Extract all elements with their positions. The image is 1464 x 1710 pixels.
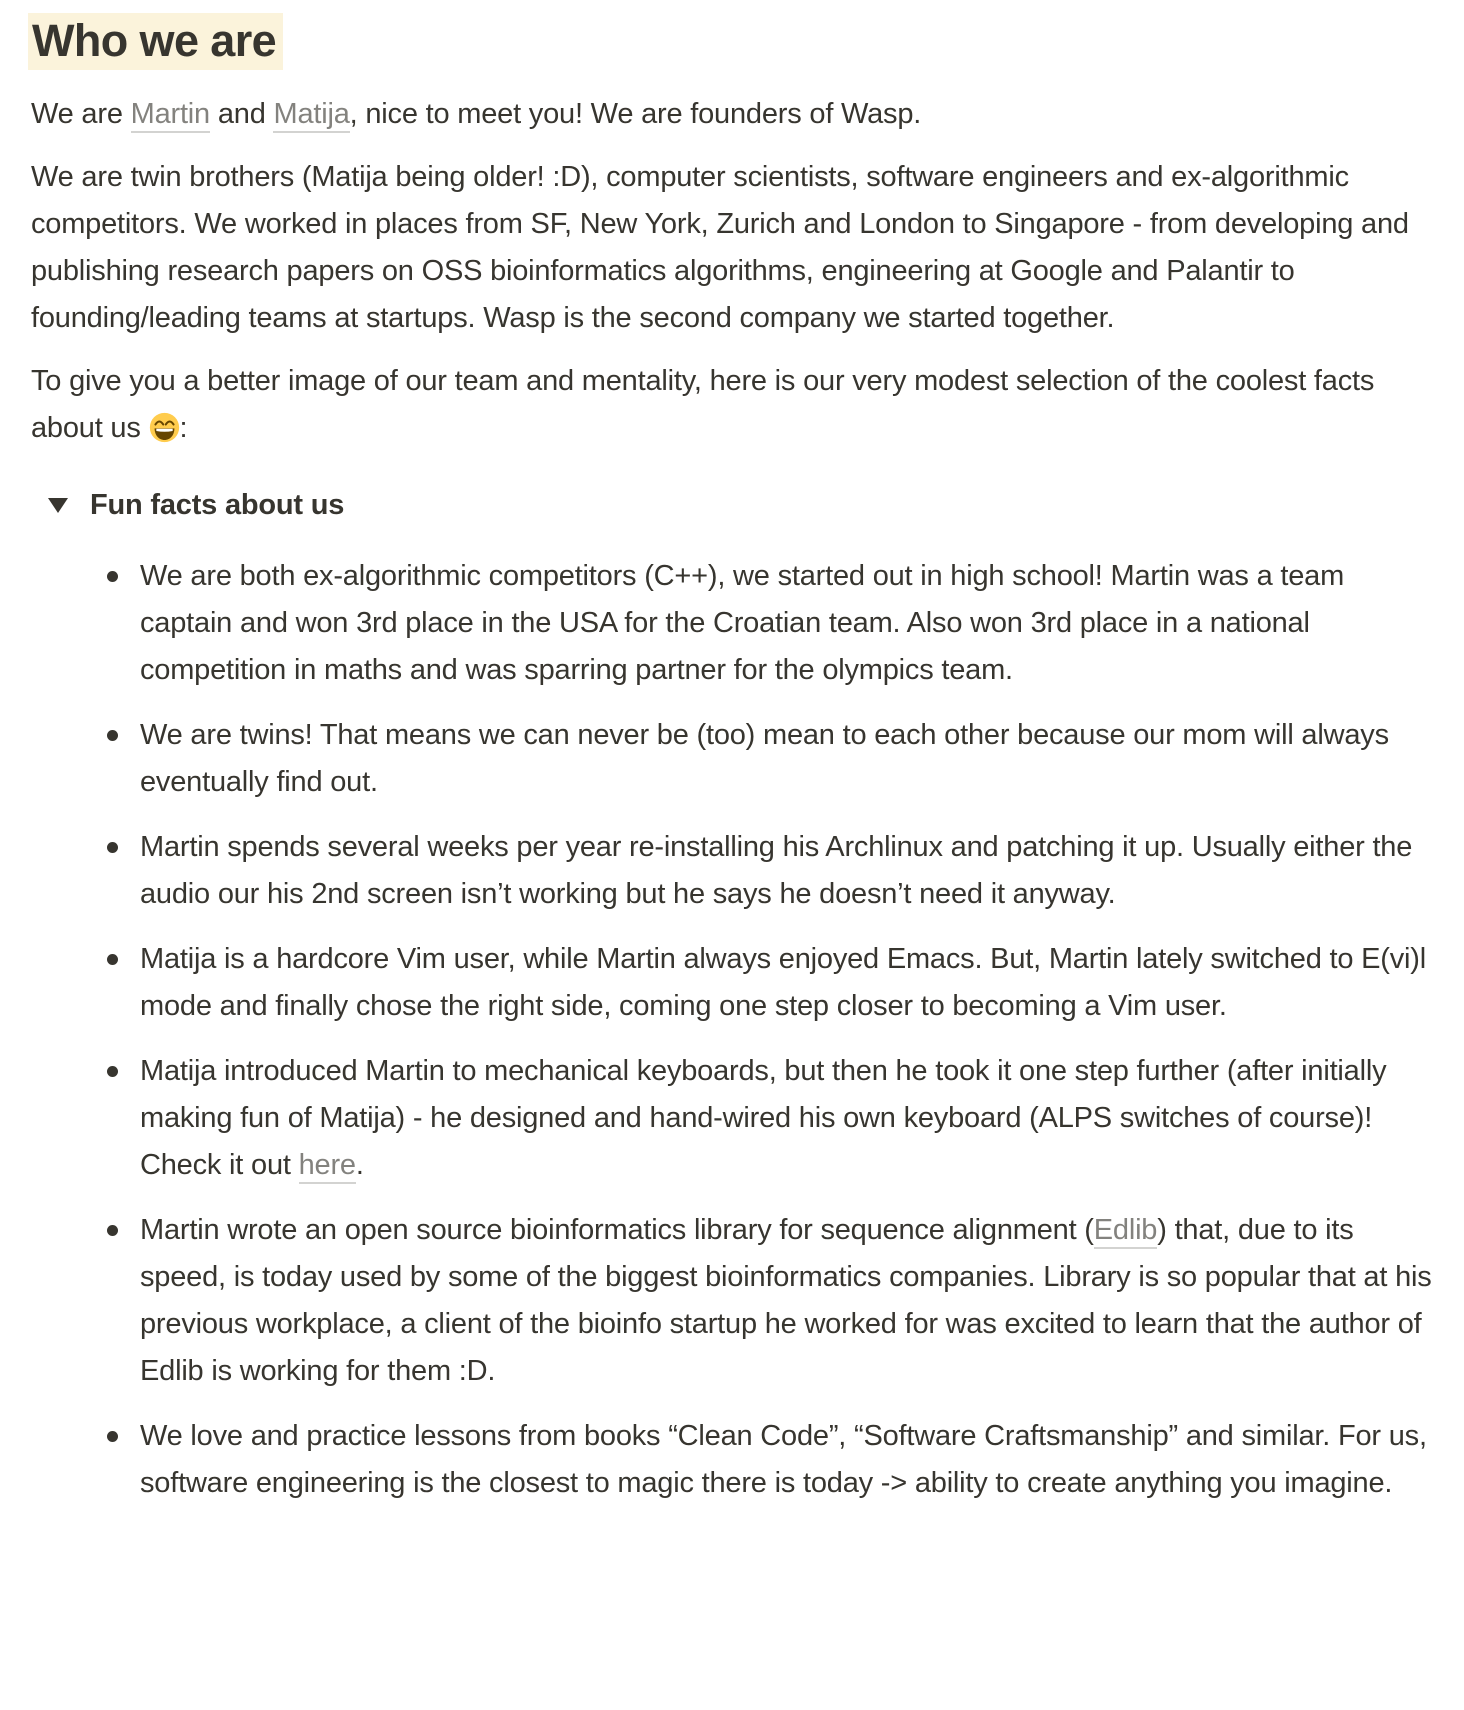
- fact-text: We love and practice lessons from books “Clean Code”, “Software Craftsmanship” and similar. For us, software engineering is the closest to magic there is today -> ability to create anything you imagine.: [140, 1420, 1427, 1499]
- list-item: [90, 1048, 1435, 1189]
- bullet-marker: [107, 730, 118, 741]
- fact-text: Matija is a hardcore Vim user, while Martin always enjoyed Emacs. But, Martin lately switched to E(vi)l mode and finally chose the right side, coming one step closer to becoming a Vim user.: [140, 943, 1426, 1022]
- intro-text: and: [209, 98, 274, 130]
- fun-facts-list: [90, 553, 1435, 1507]
- grinning-emoji-icon: [149, 411, 180, 442]
- bullet-marker: [107, 571, 118, 582]
- fact-text: We are twins! That means we can never be (too) mean to each other because our mom will always eventually find out.: [140, 719, 1389, 798]
- fact-text: .: [355, 1149, 364, 1181]
- list-item: [90, 824, 1435, 918]
- toggle-label: Fun facts about us: [90, 489, 345, 521]
- bullet-marker: [107, 1431, 118, 1442]
- edlib-link[interactable]: Edlib: [1094, 1214, 1158, 1249]
- bullet-marker: [107, 954, 118, 965]
- intro-paragraph: [31, 91, 1435, 138]
- page-title: [31, 13, 1435, 69]
- keyboard-here-link[interactable]: here: [299, 1149, 356, 1184]
- fact-text: Martin wrote an open source bioinformatics library for sequence alignment (: [140, 1214, 1094, 1246]
- list-item: [90, 936, 1435, 1030]
- intro-text: We are: [31, 98, 131, 130]
- list-item: [90, 712, 1435, 806]
- matija-link[interactable]: Matija: [273, 98, 349, 133]
- list-item: [90, 1207, 1435, 1395]
- toggle-button[interactable]: [46, 485, 70, 525]
- bio-paragraph: We are twin brothers (Matija being older! :D), computer scientists, software engineers and ex-algorithmic competitors. We worked in places from SF, New York, Zurich and London to Singapore - from developing and publishing research papers on OSS bioinformatics algorithms, engineering at Google and Palantir to founding/leading teams at startups. Wasp is the second company we started together.: [31, 161, 1409, 334]
- intro-text: , nice to meet you! We are founders of Wasp.: [349, 98, 922, 130]
- fact-text: Martin spends several weeks per year re-installing his Archlinux and patching it up. Usually either the audio our his 2nd screen isn’t working but he says he doesn’t need it anyway.: [140, 831, 1413, 910]
- fact-text: Matija introduced Martin to mechanical keyboards, but then he took it one step further (after initially making fun of Matija) - he designed and hand-wired his own keyboard (ALPS switches of course)! Check it out: [140, 1055, 1387, 1181]
- bullet-marker: [107, 1066, 118, 1077]
- triangle-down-icon: [48, 498, 68, 513]
- fact-text: We are both ex-algorithmic competitors (C++), we started out in high school! Martin was a team captain and won 3rd place in the USA for the Croatian team. Also won 3rd place in a national competition in maths and was sparring partner for the olympics team.: [140, 560, 1345, 686]
- page-title-highlight: Who we are: [28, 13, 283, 70]
- fun-facts-toggle: [31, 482, 1435, 529]
- facts-intro-colon: :: [179, 412, 188, 444]
- bullet-marker: [107, 1225, 118, 1236]
- facts-intro-paragraph: [31, 358, 1435, 452]
- list-item: [90, 1413, 1435, 1507]
- martin-link[interactable]: Martin: [131, 98, 210, 133]
- list-item: [90, 553, 1435, 694]
- fact-text: ) that, due to its speed, is today used by some of the biggest bioinformatics companies. Library is so popular that at his previous workplace, a client of the bioinfo startup he worked for was excited to learn that the author of Edlib is working for them :D.: [140, 1214, 1432, 1387]
- bullet-marker: [107, 842, 118, 853]
- facts-intro-text: To give you a better image of our team and mentality, here is our very modest selection of the coolest facts about us: [31, 365, 1375, 444]
